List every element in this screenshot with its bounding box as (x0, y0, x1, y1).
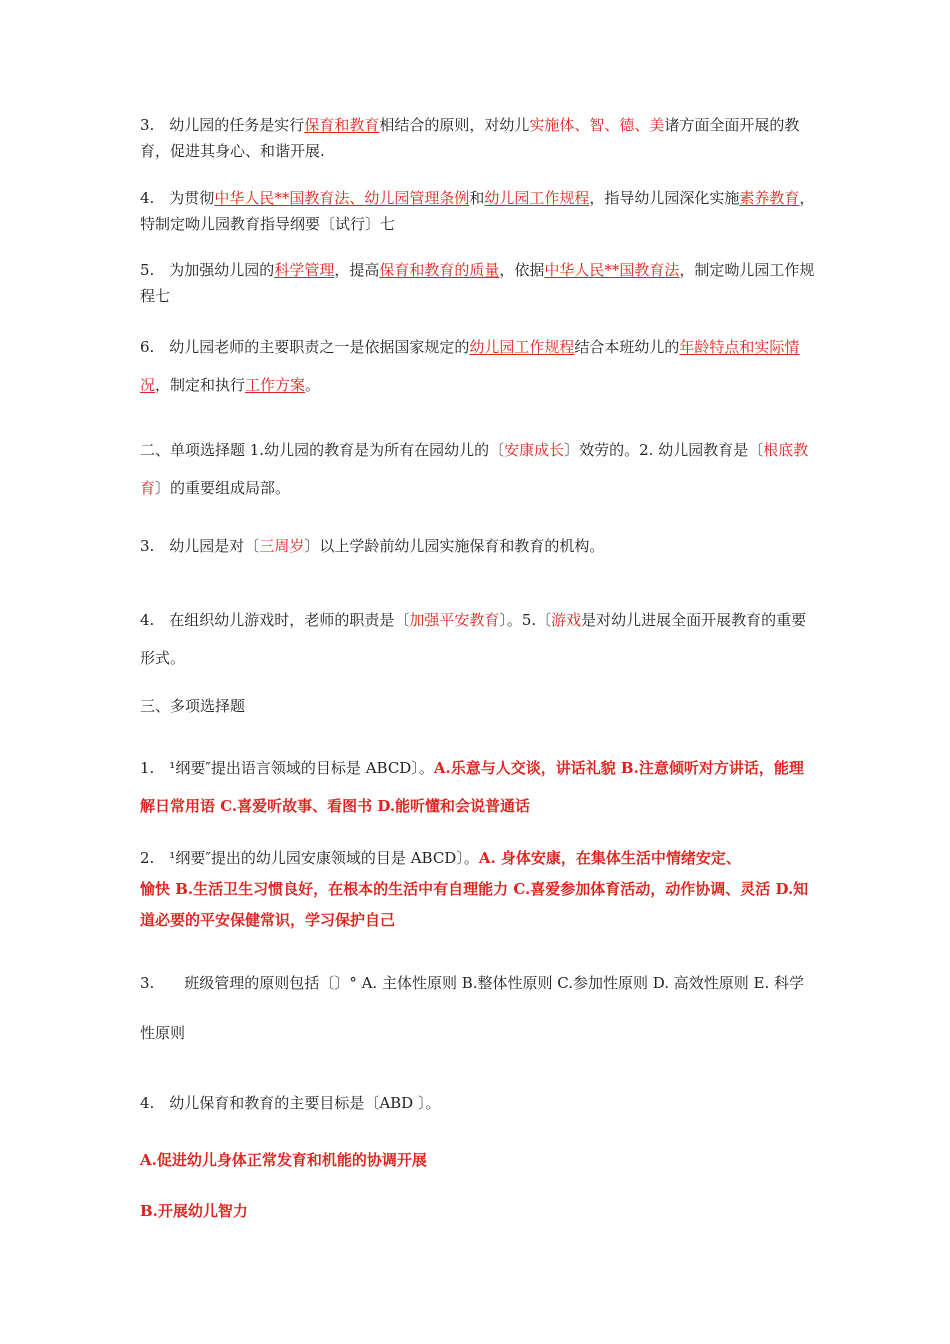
answer: 素养教育 (739, 189, 800, 207)
answer: 中华人民**国教育法 (544, 261, 680, 279)
text: 结合本班幼儿的 (574, 338, 680, 356)
answer: 保育和教育 (304, 116, 380, 134)
answer: 年龄特点和实际情况 (140, 338, 800, 394)
option-a: A.促进幼儿身体正常发育和机能的协调开展 (140, 1151, 427, 1169)
answer: 、 (349, 189, 365, 207)
text: 5. 为加强幼儿园的 (140, 261, 275, 279)
answer: 幼儿园工作规程 (469, 338, 575, 356)
text: 1. ¹纲要″提出语言领域的目标是 ABCD〕。 (140, 759, 434, 777)
answer: 愉快 B.生活卫生习惯良好，在根本的生活中有自理能力 C.喜爱参加体育活动，动作协调、灵活 D.知道必要的平安保健常识，学习保护自己 (140, 880, 809, 929)
answer: 游戏 (551, 611, 582, 629)
text: ，制定呦儿园工作规程七 (140, 261, 815, 305)
question-3 (140, 112, 816, 164)
answer: 加强平安教育 (409, 611, 500, 629)
question-6 (140, 328, 816, 404)
text: 。 (305, 376, 321, 394)
text: 二、单项选择题 1.幼儿园的教育是为所有在园幼儿的〔 (140, 441, 505, 459)
text: 4. 在组织幼儿游戏时，老师的职责是〔 (140, 611, 410, 629)
answer: 安康成长 (504, 441, 565, 459)
text: 4. 为贯彻 (140, 189, 215, 207)
answer: 工作方案 (245, 376, 306, 394)
text: 〕。5.〔 (499, 611, 552, 629)
multi-choice-4: 4. 幼儿保育和教育的主要目标是〔ABD 〕。 (140, 1094, 441, 1112)
text: 是对幼儿进展全面开展教育的重要形式。 (140, 611, 807, 667)
text: 〕以上学龄前幼儿园实施保育和教育的机构。 (304, 537, 605, 555)
text: 2. ¹纲要″提出的幼儿园安康领域的目是 ABCD〕。 (140, 849, 479, 867)
answer: 实施体、智、德、美 (529, 116, 665, 134)
option-b: B.开展幼儿智力 (140, 1202, 248, 1220)
section-2-single-choice (140, 431, 816, 507)
question-5 (140, 257, 816, 309)
answer: 科学管理 (274, 261, 335, 279)
text: ，制定和执行 (155, 376, 246, 394)
text: 和 (469, 189, 485, 207)
text: 6. 幼儿园老师的主要职责之一是依据国家规定的 (140, 338, 470, 356)
answer: 幼儿园管理条例 (364, 189, 470, 207)
answer: A. 身体安康，在集体生活中情绪安定、 (478, 849, 741, 867)
answer: 幼儿园工作规程 (484, 189, 590, 207)
answer: 中华人民**国教育法 (214, 189, 350, 207)
answer: 三周岁 (259, 537, 305, 555)
single-choice-3 (140, 533, 816, 559)
text: ，提高 (334, 261, 380, 279)
multi-choice-3: 3. 班级管理的原则包括〔〕° A. 主体性原则 B.整体性原则 C.参加性原则 D. 高效性原则 E. 科学性原则 (140, 974, 805, 1042)
text: ，指导幼儿园深化实施 (589, 189, 740, 207)
text: ，特制定呦儿园教育指导纲要〔试行〕七 (140, 189, 815, 233)
text: 相结合的原则，对幼儿 (379, 116, 530, 134)
text: 诸方面全面开展的教育，促进其身心、和谐开展. (140, 116, 800, 160)
multi-choice-1 (140, 749, 816, 825)
multi-choice-2 (140, 843, 816, 936)
text: 3. 幼儿园的任务是实行 (140, 116, 305, 134)
section-3-title: 三、多项选择题 (140, 697, 246, 715)
answer: 根底教育 (140, 441, 809, 497)
text: 〕的重要组成局部。 (155, 479, 291, 497)
answer: 保育和教育的质量 (379, 261, 500, 279)
text: 〕效劳的。2. 幼儿园教育是〔 (564, 441, 764, 459)
single-choice-4-5 (140, 601, 816, 677)
question-4 (140, 185, 816, 237)
text: 3. 幼儿园是对〔 (140, 537, 260, 555)
answer: A.乐意与人交谈，讲话礼貌 B.注意倾听对方讲话，能理解日常用语 C.喜爱听故事、看图书 D.能听懂和会说普通话 (140, 759, 804, 815)
text: ，依据 (499, 261, 545, 279)
